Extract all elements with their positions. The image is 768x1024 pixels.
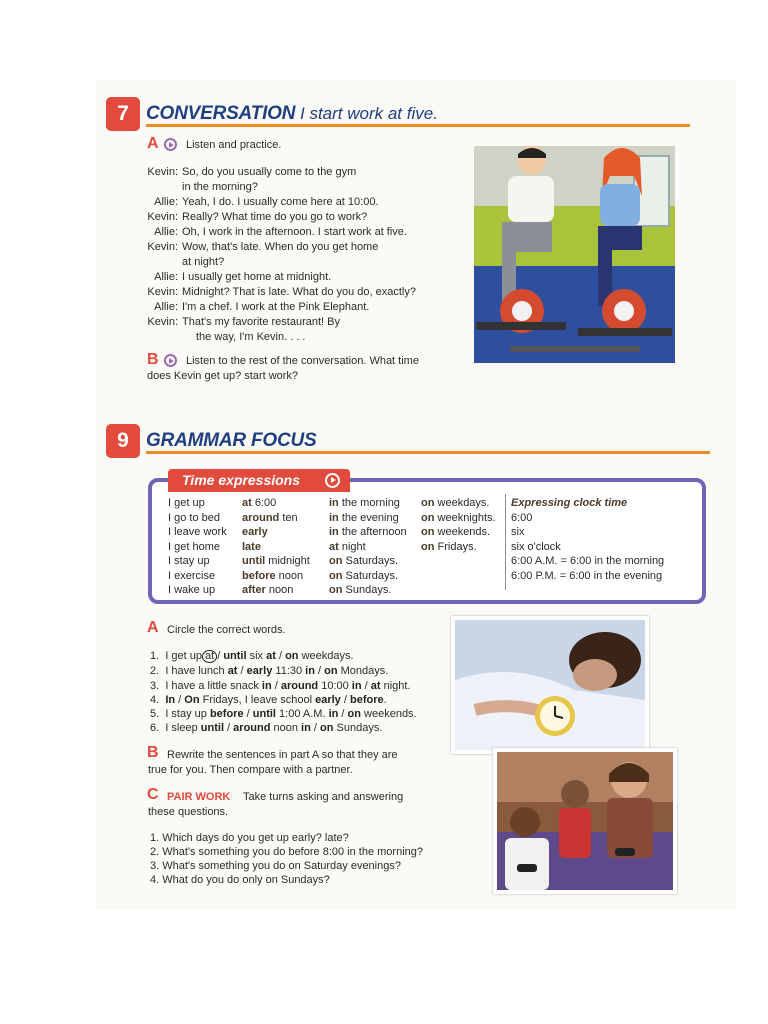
- friends-gaming-photo: [493, 748, 677, 894]
- part-c-line2: these questions.: [148, 806, 229, 818]
- clock-line: 6:00: [511, 511, 533, 524]
- section-9-rule: [146, 451, 710, 454]
- grammar-cell: on weekdays.: [421, 497, 490, 509]
- part-b-line2: true for you. Then compare with a partner.: [148, 764, 353, 776]
- audio-icon[interactable]: [164, 138, 177, 151]
- part-b-line2: does Kevin get up? start work?: [147, 370, 299, 382]
- grammar-cell: at night: [329, 540, 366, 553]
- speaker-kevin: Kevin:: [147, 286, 178, 298]
- dialogue-line: the way, I'm Kevin. . . .: [196, 331, 306, 343]
- exercise-item-3: 3. I have a little snack in / around 10:00 in / at night.: [150, 680, 411, 692]
- speaker-kevin: Kevin:: [147, 211, 178, 223]
- question-4: 4. What do you do only on Sundays?: [150, 874, 330, 886]
- speaker-kevin: Kevin:: [147, 166, 178, 178]
- question-2: 2. What's something you do before 8:00 in the morning?: [150, 846, 423, 858]
- grammar-col-period: [329, 496, 407, 598]
- dialogue-line: Yeah, I do. I usually come here at 10:00.: [182, 196, 379, 208]
- clock-line: six: [511, 526, 525, 538]
- grammar-cell: around ten: [242, 511, 298, 524]
- part-b-line1: Listen to the rest of the conversation. What time: [186, 355, 419, 367]
- gym-photo: [474, 146, 675, 363]
- grammar-cell: early: [242, 526, 268, 538]
- question-1: 1. Which days do you get up early? late?: [150, 832, 349, 844]
- speaker-kevin: Kevin:: [147, 241, 178, 253]
- grammar-cell: I go to bed: [168, 511, 220, 524]
- clock-title: Expressing clock time: [511, 497, 628, 509]
- speaker-allie: Allie:: [154, 196, 178, 208]
- grammar-cell: on Sundays.: [329, 584, 392, 596]
- alarm-clock-illustration: [455, 620, 645, 750]
- clock-line: 6:00 P.M. = 6:00 in the evening: [511, 569, 663, 582]
- grammar-box-title: Time expressions: [182, 472, 301, 488]
- part-c-letter: C: [147, 786, 159, 803]
- grammar-cell: until midnight: [242, 555, 310, 567]
- friends-gaming-illustration: [497, 752, 673, 890]
- grammar-col-subject: [168, 496, 227, 598]
- grammar-cell: at 6:00: [242, 497, 277, 509]
- speaker-allie: Allie:: [154, 301, 178, 313]
- grammar-cell: after noon: [242, 584, 294, 596]
- grammar-col-time: [242, 496, 310, 598]
- dialogue-line: So, do you usually come to the gym: [182, 166, 357, 178]
- section-7-rule: [146, 124, 690, 127]
- clock-line: six o'clock: [511, 540, 561, 553]
- dialogue-line: Wow, that's late. When do you get home: [182, 241, 379, 253]
- section-7-subtitle: I start work at five.: [300, 104, 438, 123]
- part-a-instruction: Listen and practice.: [186, 139, 282, 151]
- section-7-title: CONVERSATION: [146, 103, 296, 124]
- grammar-cell: I get home: [168, 540, 220, 553]
- part-c-line1: Take turns asking and answering: [243, 791, 404, 803]
- gym-illustration: [474, 146, 675, 363]
- part-a-letter: A: [147, 619, 159, 636]
- grammar-cell: I get up: [168, 497, 205, 509]
- grammar-cell: I exercise: [168, 569, 216, 582]
- exercise-item-5: 5. I stay up before / until 1:00 A.M. in / on weekends.: [150, 708, 417, 720]
- grammar-cell: late: [242, 540, 261, 553]
- section-9-badge: 9: [106, 424, 140, 458]
- exercise-item-1: 1. I get up at / until six at / on weekdays.: [150, 650, 354, 662]
- speaker-allie: Allie:: [154, 271, 178, 283]
- dialogue-line: I'm a chef. I work at the Pink Elephant.: [182, 301, 370, 313]
- clock-line: 6:00 A.M. = 6:00 in the morning: [511, 555, 665, 567]
- exercise-item-6: 6. I sleep until / around noon in / on Sundays.: [150, 722, 383, 734]
- question-3: 3. What's something you do on Saturday evenings?: [150, 860, 401, 872]
- grammar-cell: on weeknights.: [421, 511, 496, 524]
- pair-work-label: PAIR WORK: [167, 791, 231, 803]
- grammar-cell: in the morning: [329, 497, 400, 509]
- grammar-cell: on Saturdays.: [329, 555, 399, 567]
- part-b-letter: B: [147, 744, 159, 761]
- dialogue-line: I usually get home at midnight.: [182, 271, 332, 283]
- part-a-instruction: Circle the correct words.: [167, 624, 286, 636]
- grammar-col-days: [421, 496, 496, 554]
- part-a-letter: A: [147, 135, 159, 152]
- grammar-cell: I stay up: [168, 555, 210, 567]
- part-b-line1: Rewrite the sentences in part A so that they are: [167, 749, 398, 761]
- grammar-cell: in the afternoon: [329, 526, 407, 538]
- exercise-item-4: 4. In / On Fridays, I leave school early / before.: [150, 694, 387, 706]
- grammar-cell: in the evening: [329, 511, 399, 524]
- part-b-letter: B: [147, 351, 159, 368]
- circled-answer[interactable]: at: [202, 650, 217, 663]
- dialogue-line: at night?: [182, 256, 225, 268]
- dialogue-line: That's my favorite restaurant! By: [182, 316, 340, 328]
- section-7-badge: 7: [106, 97, 140, 131]
- grammar-cell: on Saturdays.: [329, 569, 399, 582]
- speaker-allie: Allie:: [154, 226, 178, 238]
- grammar-col-clock: [511, 496, 664, 583]
- grammar-divider: [505, 494, 506, 590]
- audio-icon[interactable]: [325, 473, 340, 488]
- grammar-cell: I leave work: [168, 526, 227, 538]
- grammar-cell: before noon: [242, 569, 304, 582]
- grammar-cell: I wake up: [168, 584, 216, 596]
- exercise-item-2: 2. I have lunch at / early 11:30 in / on Mondays.: [150, 665, 389, 677]
- audio-icon[interactable]: [164, 354, 177, 367]
- dialogue-line: Oh, I work in the afternoon. I start work at five.: [182, 226, 407, 238]
- dialogue-line: Midnight? That is late. What do you do, exactly?: [182, 286, 416, 298]
- dialogue-line: in the morning?: [182, 181, 258, 193]
- speaker-kevin: Kevin:: [147, 316, 178, 328]
- dialogue-line: Really? What time do you go to work?: [182, 211, 368, 223]
- section-9-title: GRAMMAR FOCUS: [146, 430, 317, 451]
- grammar-cell: on Fridays.: [421, 540, 477, 553]
- grammar-cell: on weekends.: [421, 526, 491, 538]
- alarm-clock-photo: [451, 616, 649, 754]
